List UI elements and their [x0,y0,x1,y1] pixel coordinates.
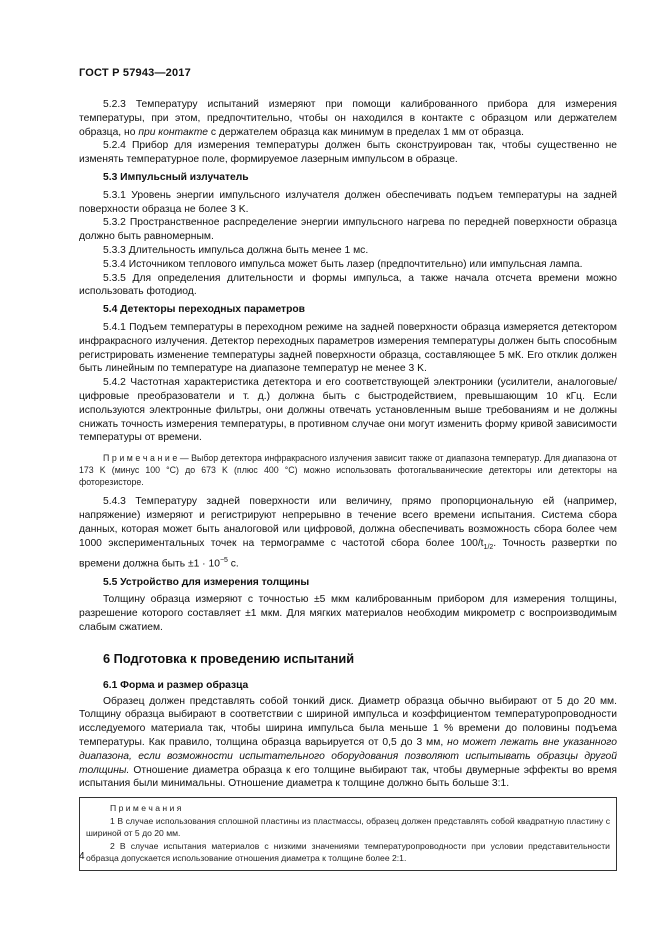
clause-5-2-4: 5.2.4 Прибор для измерения температуры должен быть сконструирован так, чтобы существенно не изменять температурное поле, формируемое лазерным импульсом в образце. [79,140,617,166]
page-number: 4 [79,851,85,862]
notes-label: П р и м е ч а н и я [110,803,182,814]
clause-6-1: Образец должен представлять собой тонкий диск. Диаметр образца обычно выбирают от 5 до 20 мм. Толщину образца выбирают в соответствии с шириной импульса и коэффициентом температуропроводности исследуемого материала так, чтобы ширина импульса была меньше 1 % времени до половины подъема температуры. Как правило, толщина образца варьируется от 0,5 до 3 мм, но может лежать вне указанного диапазона, если возможности испытательного оборудования позволяют испытывать образцы другой толщины. Отношение диаметра образца к его толщине выбирают так, чтобы двумерные эффекты во время испытания были минимальны. Отношение диаметра к толщине должно быть больше 3:1. [79,695,617,790]
document-header: ГОСТ Р 57943—2017 [79,67,191,79]
italic-emphasis: но может лежать вне указанного диапазона, если возможности испытательного оборудования позволяют испытывать образцы другой толщины. [79,736,617,776]
italic-emphasis: при контакте [138,126,209,138]
clause-5-3-2: 5.3.2 Пространственное распределение энергии импульсного нагрева по передней поверхности образца должно быть равномерным. [79,217,617,243]
clause-5-3-1: 5.3.1 Уровень энергии импульсного излучателя должен обеспечивать подъем температуры на задней поверхности образца не более 3 K. [79,189,617,215]
notes-box [79,797,617,871]
document-body [79,98,617,871]
clause-5-5: Толщину образца измеряют с точностью ±5 мкм калиброванным прибором для измерения толщины, разрешение которого составляет ±1 мкм. Для мягких материалов необходим микрометр с воспроизводимым слабым сжатием. [79,594,617,633]
clause-5-4-2: 5.4.2 Частотная характеристика детектора и его соответствующей электроники (усилители, аналоговые/цифровые преобразователи и т. д.) должна быть с быстродействием, превышающим 10 кГц. Если используются электронные фильтры, они должны отвечать установленным выше требованиям и не должны снижать точность измерения температуры, в противном случае они могут изменить форму кривой зависимости температуры от времени. [79,377,617,444]
clause-5-2-3: 5.2.3 Температуру испытаний измеряют при помощи калиброванного прибора для измерения температуры, при этом, предпочтительно, чтобы он находился в контакте с образцом или держателем образца, но при контакте с держателем образца как минимум в пределах 1 мм от образца. [79,99,617,138]
section-heading-5-4: 5.4 Детекторы переходных параметров [103,304,306,316]
section-heading-5-3: 5.3 Импульсный излучатель [103,171,249,183]
chapter-heading-6: 6 Подготовка к проведению испытаний [103,650,355,666]
clause-5-3-4: 5.3.4 Источником теплового импульса может быть лазер (предпочтительно) или импульсная лампа. [103,258,583,270]
note-5-4: П р и м е ч а н и е — Выбор детектора инфракрасного излучения зависит также от диапазона температур. Для диапазона от 173 K (минус 100 °С) до 673 K (плюс 400 °С) можно использовать фотогальванические детекторы или детекторы на фоторезисторе. [79,453,617,488]
note-2: 2 В случае испытания материалов с низкими значениями температуропроводности при условии представительности образца допускается использование отношения диаметра к толщине более 2:1. [86,840,610,864]
section-heading-5-5: 5.5 Устройство для измерения толщины [103,576,310,588]
section-heading-6-1: 6.1 Форма и размер образца [103,679,249,691]
note-1: 1 В случае использования сплошной пластины из пластмассы, образец должен представлять собой квадратную пластину с шириной от 5 до 20 мм. [86,815,610,839]
clause-5-3-5: 5.3.5 Для определения длительности и формы импульса, а также начала отсчета времени можно использовать фотодиод. [79,272,617,298]
clause-5-4-1: 5.4.1 Подъем температуры в переходном режиме на задней поверхности образца измеряется детектором инфракрасного излучения. Детектор переходных параметров измерения температуры должен быть способным регистрировать изменение температуры задней поверхности образца, составляющее 5 мК. Его отклик должен быть линейным по температуре на диапазоне температур не менее 3 K. [79,321,617,375]
clause-5-4-3: 5.4.3 Температуру задней поверхности или величину, прямо пропорциональную ей (например, напряжение) измеряют и регистрируют непрерывно в течение всего времени испытания. Система сбора данных, которая может быть аналоговой или цифровой, должна обеспечивать возможность сбора более чем 1000 экспериментальных точек на термограмме с частотой сбора более $100/t_{1/2}$. Точность развертки по времени должна быть $\pm 1 \cdot 10^{-5}$ с. [79,496,617,570]
note-label: П р и м е ч а н и е [103,453,178,464]
clause-5-3-3: 5.3.3 Длительность импульса должна быть менее 1 мс. [103,244,369,256]
